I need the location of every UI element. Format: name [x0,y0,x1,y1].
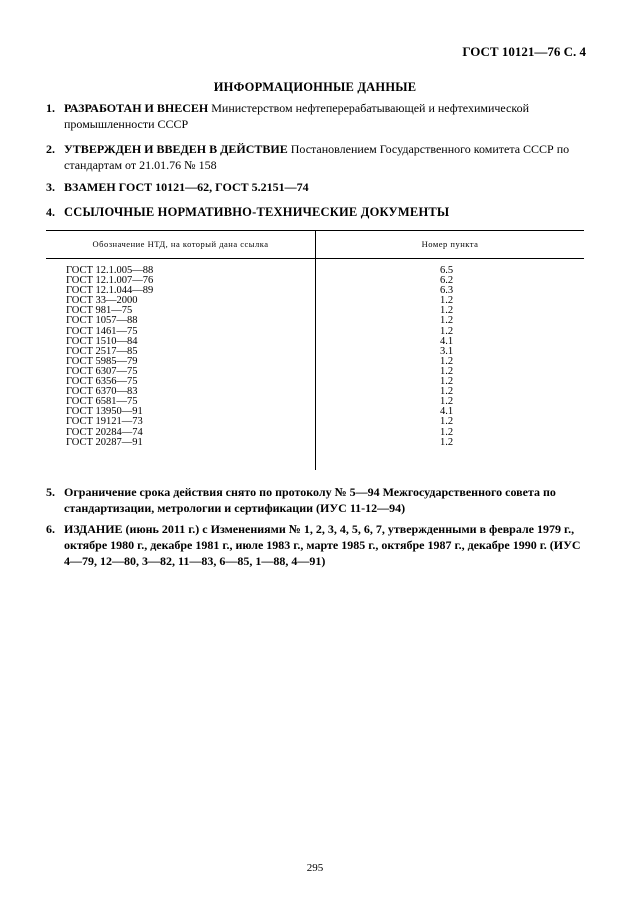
table-row [46,417,584,427]
table-cell-clause: 4.1 [440,335,454,347]
page-header: ГОСТ 10121—76 С. 4 [462,44,586,59]
table-cell-document: ГОСТ 20287—91 [66,436,143,448]
table-cell-clause: 1.2 [440,295,454,307]
table-cell-clause: 6.5 [440,265,454,276]
item-text: Постановлением Государственного комитета СССР по стандартам от 21.01.76 № 158 [64,142,570,172]
table-cell-clause: 1.2 [440,376,454,388]
item-text: Ограничение срока действия снято по протоколу № 5—94 Межгосударственного совета по стандартизации, метрологии и сертификации (ИУС 11-12—94) [64,485,556,515]
table-cell-clause: 6.3 [440,285,454,297]
table-cell-document: ГОСТ 20284—74 [66,426,143,438]
table-cell-document: ГОСТ 12.1.005—88 [66,265,154,276]
item-lead: УТВЕРЖДЕН И ВВЕДЕН В ДЕЙСТВИЕ [64,142,288,156]
item-1 [46,100,586,132]
table-cell-document: ГОСТ 1461—75 [66,325,138,337]
table-cell-document: ГОСТ 2517—85 [66,345,138,357]
table-cell-clause: 1.2 [440,426,454,438]
table-cell-clause: 1.2 [440,386,454,398]
item-5 [46,484,586,516]
table-cell-document: ГОСТ 13950—91 [66,406,143,418]
item-number: 4. [46,205,55,219]
table-cell-clause: 1.2 [440,315,454,327]
table-cell-document: ГОСТ 33—2000 [66,295,138,307]
table-cell-clause: 6.2 [440,275,454,287]
item-lead: ИЗДАНИЕ [64,522,123,536]
item-text: (июнь 2011 г.) с Изменениями № 1, 2, 3, 4, 5, 6, 7, утвержденными в феврале 1979 г., октябре 1980 г., декабре 1981 г., июле 1983 г., марте 1985 г., октябре 1987 г., декабре 1990 г. (ИУС 4—79, 12—80, 3—82, 11—83, 6—85, 1—88, 4—91) [64,522,581,568]
item-number: 2. [46,142,55,156]
table-cell-document: ГОСТ 12.1.044—89 [66,285,154,297]
item-4 [46,204,586,220]
table-header-rule [46,258,584,259]
table-cell-document: ГОСТ 6581—75 [66,396,138,408]
table-cell-document: ГОСТ 19121—73 [66,416,143,428]
table-cell-clause: 1.2 [440,305,454,317]
table-cell-clause: 1.2 [440,325,454,337]
table-cell-document: ГОСТ 6356—75 [66,376,138,388]
page-number: 295 [306,862,324,874]
item-3 [46,179,586,195]
table-cell-clause: 1.2 [440,416,454,428]
item-number: 5. [46,485,55,499]
table-cell-clause: 1.2 [440,365,454,377]
item-lead: РАЗРАБОТАН И ВНЕСЕН [64,101,209,115]
item-2 [46,141,586,173]
table-cell-document: ГОСТ 1057—88 [66,315,138,327]
table-cell-clause: 1.2 [440,396,454,408]
table-cell-clause: 1.2 [440,436,454,448]
table-cell-document: ГОСТ 1510—84 [66,335,138,347]
item-number: 6. [46,522,55,536]
item-text: Министерством нефтеперерабатывающей и нефтехимической промышленности СССР [64,101,530,131]
table-cell-document: ГОСТ 6307—75 [66,365,138,377]
table-header-document: Обозначение НТД, на который дана ссылка [92,239,269,249]
table-cell-clause: 1.2 [440,355,454,367]
table-header-clause: Номер пункта [421,239,479,249]
item-number: 3. [46,180,55,194]
table-cell-document: ГОСТ 5985—79 [66,355,138,367]
section-title: ИНФОРМАЦИОННЫЕ ДАННЫЕ [213,80,417,94]
table-body [46,266,584,448]
item-6 [46,521,586,569]
table-cell-document: ГОСТ 981—75 [66,305,133,317]
table-cell-document: ГОСТ 12.1.007—76 [66,275,154,287]
table-cell-clause: 4.1 [440,406,454,418]
table-cell-document: ГОСТ 6370—83 [66,386,138,398]
table-row [46,438,584,448]
item-text: ССЫЛОЧНЫЕ НОРМАТИВНО-ТЕХНИЧЕСКИЕ ДОКУМЕНТЫ [64,205,450,219]
item-number: 1. [46,101,55,115]
table-cell-clause: 3.1 [440,345,454,357]
item-text: ВЗАМЕН ГОСТ 10121—62, ГОСТ 5.2151—74 [64,180,309,194]
